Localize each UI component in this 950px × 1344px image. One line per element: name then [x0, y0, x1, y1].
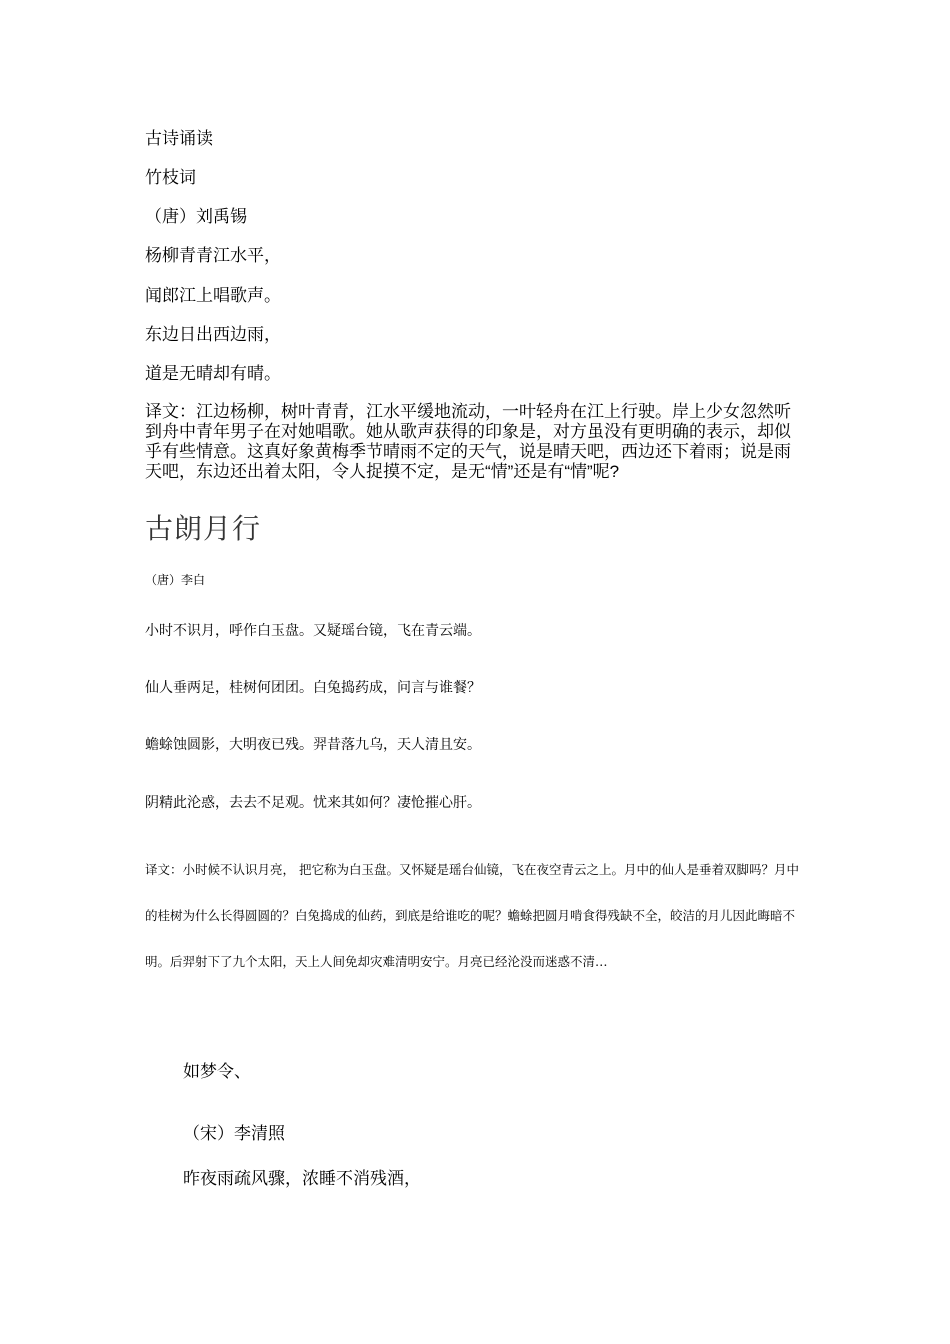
- poem-title: 古朗月行: [145, 513, 262, 544]
- poem-line: 小时不识月，呼作白玉盘。又疑瑶台镜，飞在青云端。: [145, 623, 481, 639]
- poem-line: 仙人垂两足，桂树何团团。白兔捣药成，问言与谁餐？: [145, 680, 481, 696]
- poem-author: （宋）李清照: [183, 1124, 285, 1144]
- poem-author: （唐）李白: [145, 573, 206, 587]
- poem-line: 闻郎江上唱歌声。: [145, 286, 281, 305]
- poem-line: 蟾蜍蚀圆影，大明夜已残。羿昔落九乌，天人清且安。: [145, 737, 481, 753]
- poem-title: 竹枝词: [145, 168, 196, 187]
- section-heading: 古诗诵读: [145, 129, 213, 148]
- poem-author: （唐）刘禹锡: [145, 207, 247, 226]
- poem-translation: 译文：江边杨柳，树叶青青，江水平缓地流动，一叶轻舟在江上行驶。岸上少女忽然听到舟中青年男子在对她唱歌。她从歌声获得的印象是，对方虽没有更明确的表示，却似乎有些情意。这真好象黄梅季节晴雨不定的天气，说是晴天吧，西边还下着雨；说是雨天吧，东边还出着太阳，令人捉摸不定，是无“情”还是有“情”呢?: [145, 402, 791, 481]
- poem-line: 东边日出西边雨，: [145, 325, 281, 344]
- poem-translation: 译文：小时候不认识月亮， 把它称为白玉盘。又怀疑是瑶台仙镜，飞在夜空青云之上。月中的仙人是垂着双脚吗？月中的桂树为什么长得圆圆的？白兔捣成的仙药，到底是给谁吃的呢？蟾蜍把圆月啃食得残缺不全，皎洁的月儿因此晦暗不明。后羿射下了九个太阳，天上人间免却灾难清明安宁。月亮已经沦没而迷惑不清…: [145, 862, 799, 969]
- poem-line: 杨柳青青江水平，: [145, 246, 281, 265]
- poem-line: 昨夜雨疏风骤，浓睡不消残酒，: [183, 1169, 421, 1189]
- poem-line: 阴精此沦惑，去去不足观。忧来其如何？凄怆摧心肝。: [145, 795, 481, 811]
- poem-title: 如梦令、: [183, 1062, 251, 1082]
- poem-line: 道是无晴却有晴。: [145, 364, 281, 383]
